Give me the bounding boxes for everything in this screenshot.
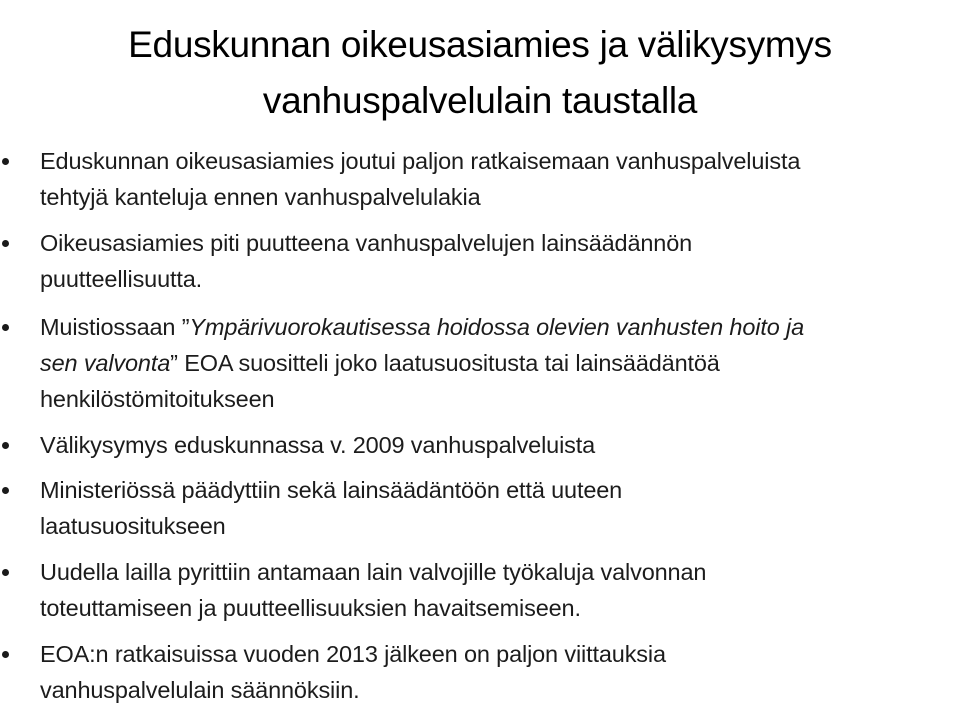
bullet-3-line-3: henkilöstömitoitukseen (40, 386, 275, 412)
bullet-6-line-2: toteuttamiseen ja puutteellisuuksien havaitsemiseen. (40, 595, 581, 621)
bullet-3-line-1 (40, 309, 956, 345)
bullet-dot-icon (2, 569, 9, 576)
bullet-dot-icon (2, 442, 9, 449)
bullet-dot-icon (2, 158, 9, 165)
slide-title-line-2: vanhuspalvelulain taustalla (262, 79, 698, 121)
bullet-item-3 (0, 309, 960, 417)
bullet-list (0, 143, 960, 708)
slide-title (0, 17, 960, 129)
bullet-3-italic-title-part-1: Ympärivuorokautisessa hoidossa olevien vanhusten hoito ja (189, 314, 804, 340)
bullet-2-line-1: Oikeusasiamies piti puutteena vanhuspalvelujen lainsäädännön (40, 230, 693, 256)
bullet-item-6 (0, 554, 960, 626)
bullet-item-1 (0, 143, 960, 215)
bullet-5-line-1: Ministeriössä päädyttiin sekä lainsäädäntöön että uuteen (40, 477, 623, 503)
bullet-1-line-1: Eduskunnan oikeusasiamies joutui paljon ratkaisemaan vanhuspalveluista (40, 148, 801, 174)
bullet-3-italic-title-part-2: sen valvonta (40, 350, 171, 376)
bullet-7-line-1: EOA:n ratkaisuissa vuoden 2013 jälkeen on paljon viittauksia (40, 641, 666, 667)
bullet-1-line-2: tehtyjä kanteluja ennen vanhuspalvelulakia (40, 184, 481, 210)
bullet-6-line-1: Uudella lailla pyrittiin antamaan lain valvojille työkaluja valvonnan (40, 559, 707, 585)
bullet-item-2 (0, 225, 960, 297)
bullet-item-5 (0, 472, 960, 544)
bullet-3-line-2 (40, 345, 956, 381)
bullet-3-suffix: ” EOA suositteli joko laatusuositusta tai lainsäädäntöä (170, 350, 720, 376)
bullet-4-line-1: Välikysymys eduskunnassa v. 2009 vanhuspalveluista (40, 432, 596, 458)
bullet-7-line-2: vanhuspalvelulain säännöksiin. (40, 677, 360, 703)
bullet-2-line-2: puutteellisuutta. (40, 266, 203, 292)
bullet-dot-icon (2, 240, 9, 247)
slide-title-line-1: Eduskunnan oikeusasiamies ja välikysymys (128, 23, 832, 65)
bullet-dot-icon (2, 324, 9, 331)
bullet-dot-icon (2, 651, 9, 658)
bullet-dot-icon (2, 487, 9, 494)
bullet-3-prefix: Muistiossaan ” (40, 314, 190, 340)
bullet-item-4 (0, 427, 960, 463)
bullet-5-line-2: laatusuositukseen (40, 513, 226, 539)
bullet-item-7 (0, 636, 960, 708)
